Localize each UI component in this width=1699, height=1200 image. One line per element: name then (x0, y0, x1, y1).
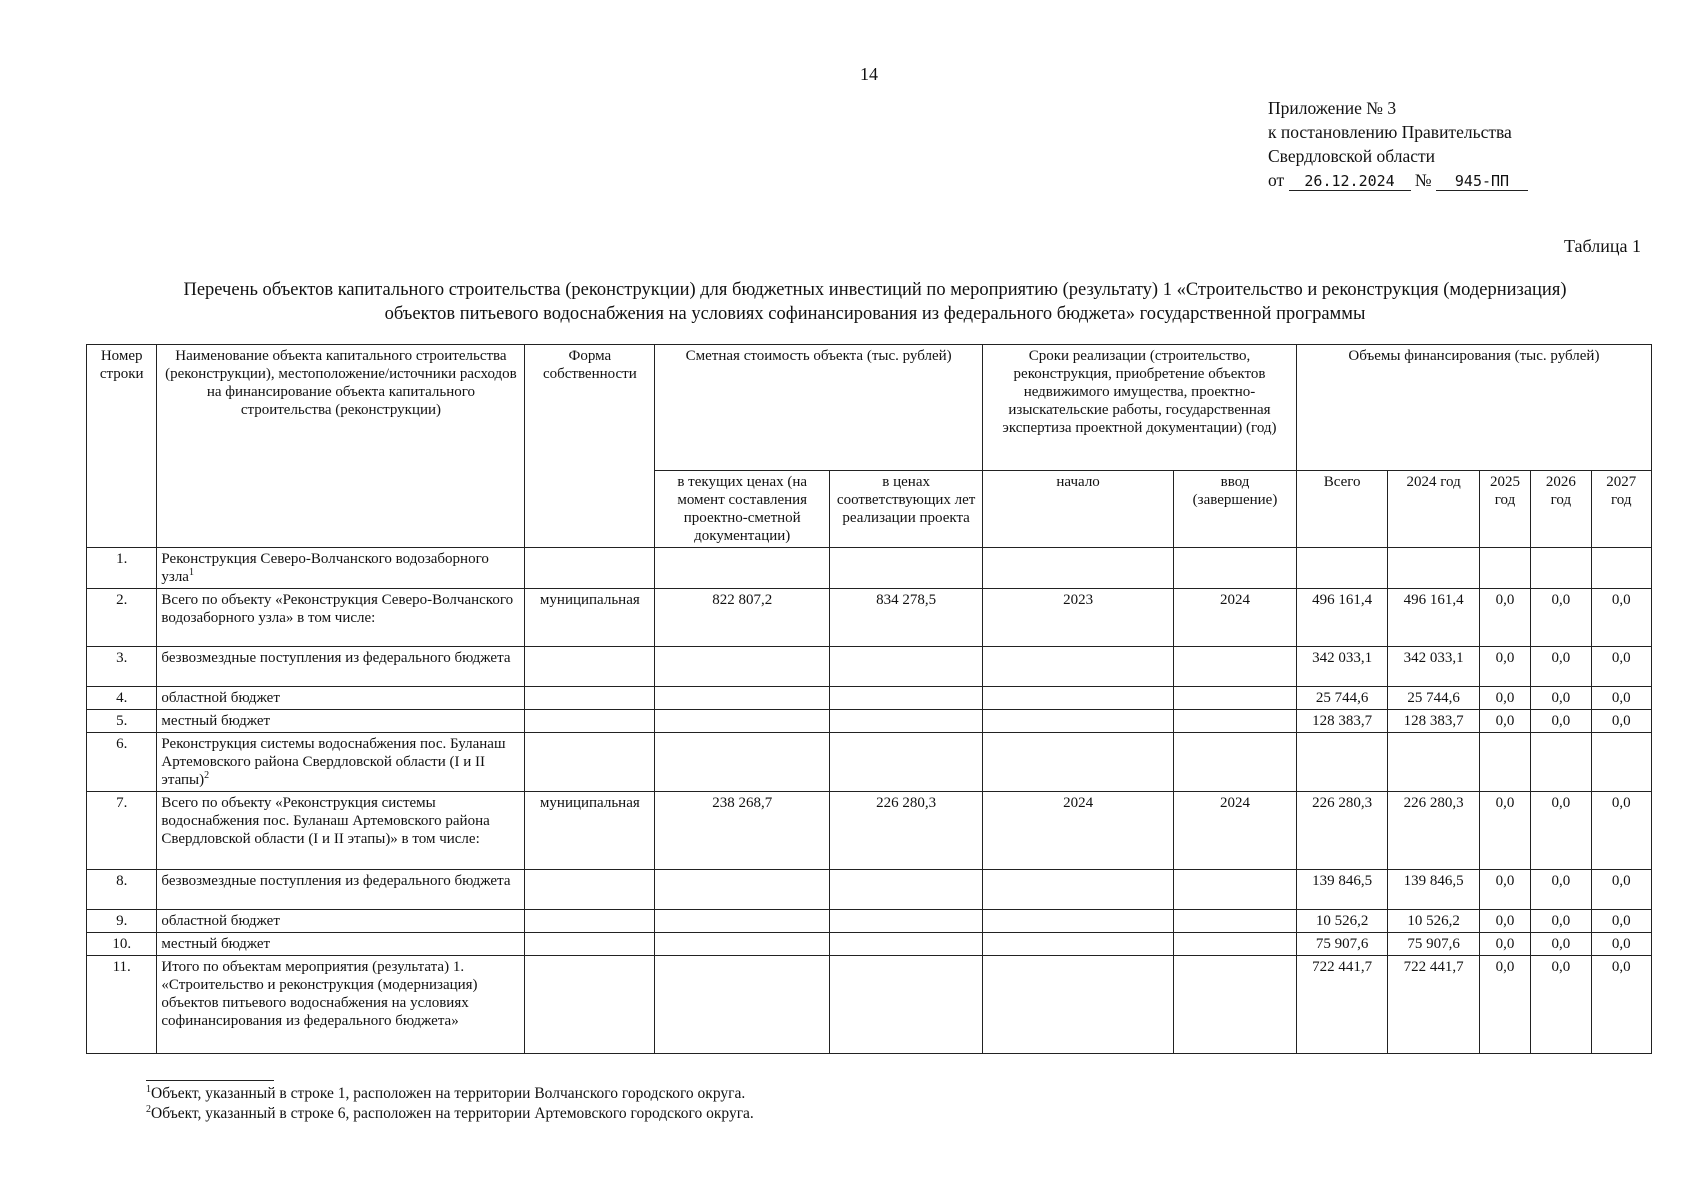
start-cell (983, 687, 1174, 710)
ownership-cell (525, 710, 655, 733)
start-cell (983, 956, 1174, 1054)
footnote-1 (146, 1084, 754, 1104)
y2026-cell: 0,0 (1531, 647, 1591, 687)
table-row (87, 548, 1652, 589)
footnote-2 (146, 1104, 754, 1124)
objects-table (86, 344, 1652, 1054)
y2027-cell: 0,0 (1591, 589, 1651, 647)
cost-current-cell (655, 910, 830, 933)
end-cell: 2024 (1174, 792, 1297, 870)
y2027-cell: 0,0 (1591, 687, 1651, 710)
start-cell (983, 647, 1174, 687)
object-name: Реконструкция Северо-Волчанского водозаборного узла (161, 551, 489, 585)
start-cell: 2024 (983, 792, 1174, 870)
row-number: 1. (87, 548, 157, 589)
header-cost-years: в ценах соответствующих лет реализации проекта (830, 471, 983, 548)
cost-current-cell (655, 956, 830, 1054)
footnote-mark: 1 (188, 567, 194, 578)
y2024-cell: 139 846,5 (1388, 870, 1480, 910)
header-row-number: Номер строки (87, 345, 157, 548)
footnote-2-text: Объект, указанный в строке 6, расположен на территории Артемовского городского округа. (151, 1105, 754, 1122)
appendix-line-3: Свердловской области (1268, 146, 1436, 166)
end-cell (1174, 548, 1297, 589)
header-estimated-cost: Сметная стоимость объекта (тыс. рублей) (655, 345, 983, 471)
total-cell: 496 161,4 (1296, 589, 1388, 647)
y2025-cell: 0,0 (1479, 870, 1530, 910)
total-cell (1296, 733, 1388, 792)
cost-years-cell (830, 910, 983, 933)
resolution-date: 26.12.2024 (1289, 172, 1411, 191)
ownership-cell (525, 956, 655, 1054)
cost-current-cell: 238 268,7 (655, 792, 830, 870)
total-cell (1296, 548, 1388, 589)
row-number: 3. (87, 647, 157, 687)
header-2024: 2024 год (1388, 471, 1480, 548)
table-row (87, 870, 1652, 910)
total-cell: 226 280,3 (1296, 792, 1388, 870)
y2027-cell: 0,0 (1591, 910, 1651, 933)
object-name: безвозмездные поступления из федерального бюджета (161, 650, 511, 666)
y2025-cell (1479, 548, 1530, 589)
object-name: Всего по объекту «Реконструкция системы водоснабжения пос. Буланаш Артемовского района Свердловской области (I и II этапы)» в том числе: (161, 795, 490, 847)
row-number: 8. (87, 870, 157, 910)
row-number: 2. (87, 589, 157, 647)
document-title (100, 278, 1650, 326)
footnote-divider (146, 1080, 274, 1081)
y2024-cell: 722 441,7 (1388, 956, 1480, 1054)
table-row (87, 792, 1652, 870)
row-number: 9. (87, 910, 157, 933)
table-row (87, 647, 1652, 687)
y2027-cell: 0,0 (1591, 870, 1651, 910)
row-number: 6. (87, 733, 157, 792)
end-cell (1174, 687, 1297, 710)
end-cell (1174, 710, 1297, 733)
ownership-cell: муниципальная (525, 589, 655, 647)
start-cell (983, 933, 1174, 956)
object-name: местный бюджет (161, 713, 271, 729)
object-name: областной бюджет (161, 913, 280, 929)
cost-current-cell (655, 733, 830, 792)
y2026-cell (1531, 548, 1591, 589)
cost-years-cell (830, 870, 983, 910)
start-cell: 2023 (983, 589, 1174, 647)
total-cell: 342 033,1 (1296, 647, 1388, 687)
footnote-1-mark: 1 (146, 1083, 151, 1095)
footnote-1-text: Объект, указанный в строке 1, расположен на территории Волчанского городского округа. (151, 1085, 746, 1102)
y2026-cell: 0,0 (1531, 792, 1591, 870)
start-cell (983, 548, 1174, 589)
y2024-cell (1388, 548, 1480, 589)
y2024-cell: 342 033,1 (1388, 647, 1480, 687)
title-line-2: объектов питьевого водоснабжения на условиях софинансирования из федерального бюджета» государственной программы (384, 304, 1366, 324)
object-name-cell (157, 956, 525, 1054)
total-cell: 722 441,7 (1296, 956, 1388, 1054)
y2025-cell: 0,0 (1479, 687, 1530, 710)
y2025-cell: 0,0 (1479, 792, 1530, 870)
object-name-cell (157, 792, 525, 870)
header-start: начало (983, 471, 1174, 548)
cost-current-cell (655, 933, 830, 956)
y2025-cell: 0,0 (1479, 647, 1530, 687)
cost-years-cell: 226 280,3 (830, 792, 983, 870)
appendix-date-line (1268, 168, 1528, 192)
cost-years-cell (830, 687, 983, 710)
row-number: 5. (87, 710, 157, 733)
appendix-block (1268, 96, 1528, 192)
header-end: ввод (завершение) (1174, 471, 1297, 548)
y2027-cell: 0,0 (1591, 647, 1651, 687)
object-name-cell (157, 548, 525, 589)
header-timing: Сроки реализации (строительство, реконструкция, приобретение объектов недвижимого имущества, проектно-изыскательские работы, государственная экспертиза проектной документации) (год) (983, 345, 1297, 471)
row-number: 11. (87, 956, 157, 1054)
cost-years-cell: 834 278,5 (830, 589, 983, 647)
appendix-line-1: Приложение № 3 (1268, 98, 1397, 118)
header-2025: 2025 год (1479, 471, 1530, 548)
appendix-line-2: к постановлению Правительства (1268, 122, 1512, 142)
header-total: Всего (1296, 471, 1388, 548)
y2027-cell: 0,0 (1591, 933, 1651, 956)
total-cell: 75 907,6 (1296, 933, 1388, 956)
table-row (87, 710, 1652, 733)
cost-current-cell (655, 870, 830, 910)
object-name: местный бюджет (161, 936, 271, 952)
y2025-cell: 0,0 (1479, 933, 1530, 956)
table-row (87, 956, 1652, 1054)
total-cell: 25 744,6 (1296, 687, 1388, 710)
cost-years-cell (830, 710, 983, 733)
ownership-cell (525, 910, 655, 933)
end-cell (1174, 910, 1297, 933)
row-number: 10. (87, 933, 157, 956)
title-line-1: Перечень объектов капитального строительства (реконструкции) для бюджетных инвестиций по мероприятию (результату) 1 «Строительство и реконструкция (модернизация) (183, 280, 1567, 300)
resolution-number: 945-ПП (1436, 172, 1528, 191)
total-cell: 139 846,5 (1296, 870, 1388, 910)
table-row (87, 910, 1652, 933)
y2027-cell (1591, 733, 1651, 792)
cost-years-cell (830, 647, 983, 687)
footnotes (146, 1084, 754, 1124)
cost-years-cell (830, 548, 983, 589)
object-name-cell (157, 933, 525, 956)
number-prefix: № (1414, 170, 1432, 190)
header-cost-current: в текущих ценах (на момент составления проектно-сметной документации) (655, 471, 830, 548)
cost-current-cell (655, 687, 830, 710)
y2026-cell: 0,0 (1531, 870, 1591, 910)
y2024-cell: 25 744,6 (1388, 687, 1480, 710)
end-cell (1174, 870, 1297, 910)
y2025-cell: 0,0 (1479, 710, 1530, 733)
y2026-cell: 0,0 (1531, 910, 1591, 933)
start-cell (983, 733, 1174, 792)
y2026-cell: 0,0 (1531, 933, 1591, 956)
ownership-cell (525, 687, 655, 710)
object-name-cell (157, 589, 525, 647)
table-row (87, 733, 1652, 792)
object-name: Реконструкция системы водоснабжения пос. Буланаш Артемовского района Свердловской области (I и II этапы) (161, 736, 506, 788)
ownership-cell (525, 647, 655, 687)
y2026-cell: 0,0 (1531, 589, 1591, 647)
y2024-cell: 75 907,6 (1388, 933, 1480, 956)
y2024-cell: 10 526,2 (1388, 910, 1480, 933)
ownership-cell (525, 733, 655, 792)
start-cell (983, 910, 1174, 933)
y2027-cell: 0,0 (1591, 710, 1651, 733)
y2027-cell: 0,0 (1591, 956, 1651, 1054)
object-name: Всего по объекту «Реконструкция Северо-Волчанского водозаборного узла» в том числе: (161, 592, 514, 626)
y2026-cell: 0,0 (1531, 687, 1591, 710)
header-object-name: Наименование объекта капитального строительства (реконструкции), местоположение/источники расходов на финансирование объекта капитального строительства (реконструкции) (157, 345, 525, 548)
y2024-cell: 226 280,3 (1388, 792, 1480, 870)
ownership-cell (525, 548, 655, 589)
ownership-cell: муниципальная (525, 792, 655, 870)
ownership-cell (525, 870, 655, 910)
end-cell (1174, 733, 1297, 792)
header-2026: 2026 год (1531, 471, 1591, 548)
object-name-cell (157, 647, 525, 687)
table-label: Таблица 1 (1564, 236, 1641, 256)
cost-years-cell (830, 733, 983, 792)
header-funding: Объемы финансирования (тыс. рублей) (1296, 345, 1651, 471)
cost-current-cell (655, 548, 830, 589)
start-cell (983, 710, 1174, 733)
page-number: 14 (860, 64, 878, 84)
y2025-cell: 0,0 (1479, 956, 1530, 1054)
y2024-cell (1388, 733, 1480, 792)
header-2027: 2027 год (1591, 471, 1651, 548)
object-name-cell (157, 870, 525, 910)
row-number: 7. (87, 792, 157, 870)
y2025-cell (1479, 733, 1530, 792)
row-number: 4. (87, 687, 157, 710)
object-name: безвозмездные поступления из федерального бюджета (161, 873, 511, 889)
object-name: Итого по объектам мероприятия (результата) 1. «Строительство и реконструкция (модернизация) объектов питьевого водоснабжения на условиях софинансирования из федерального бюджета» (161, 959, 478, 1029)
object-name-cell (157, 733, 525, 792)
cost-current-cell (655, 647, 830, 687)
y2026-cell: 0,0 (1531, 710, 1591, 733)
start-cell (983, 870, 1174, 910)
y2025-cell: 0,0 (1479, 910, 1530, 933)
y2026-cell: 0,0 (1531, 956, 1591, 1054)
y2024-cell: 128 383,7 (1388, 710, 1480, 733)
footnote-mark: 2 (204, 770, 210, 781)
table-row (87, 687, 1652, 710)
table-row (87, 933, 1652, 956)
header-ownership: Форма собственности (525, 345, 655, 548)
date-prefix: от (1268, 170, 1285, 190)
ownership-cell (525, 933, 655, 956)
object-name-cell (157, 687, 525, 710)
end-cell: 2024 (1174, 589, 1297, 647)
table-row (87, 589, 1652, 647)
object-name-cell (157, 710, 525, 733)
y2024-cell: 496 161,4 (1388, 589, 1480, 647)
y2025-cell: 0,0 (1479, 589, 1530, 647)
y2026-cell (1531, 733, 1591, 792)
object-name-cell (157, 910, 525, 933)
y2027-cell (1591, 548, 1651, 589)
footnote-2-mark: 2 (146, 1103, 151, 1115)
total-cell: 10 526,2 (1296, 910, 1388, 933)
y2027-cell: 0,0 (1591, 792, 1651, 870)
end-cell (1174, 956, 1297, 1054)
cost-years-cell (830, 956, 983, 1054)
total-cell: 128 383,7 (1296, 710, 1388, 733)
object-name: областной бюджет (161, 690, 280, 706)
cost-years-cell (830, 933, 983, 956)
cost-current-cell (655, 710, 830, 733)
end-cell (1174, 647, 1297, 687)
cost-current-cell: 822 807,2 (655, 589, 830, 647)
end-cell (1174, 933, 1297, 956)
